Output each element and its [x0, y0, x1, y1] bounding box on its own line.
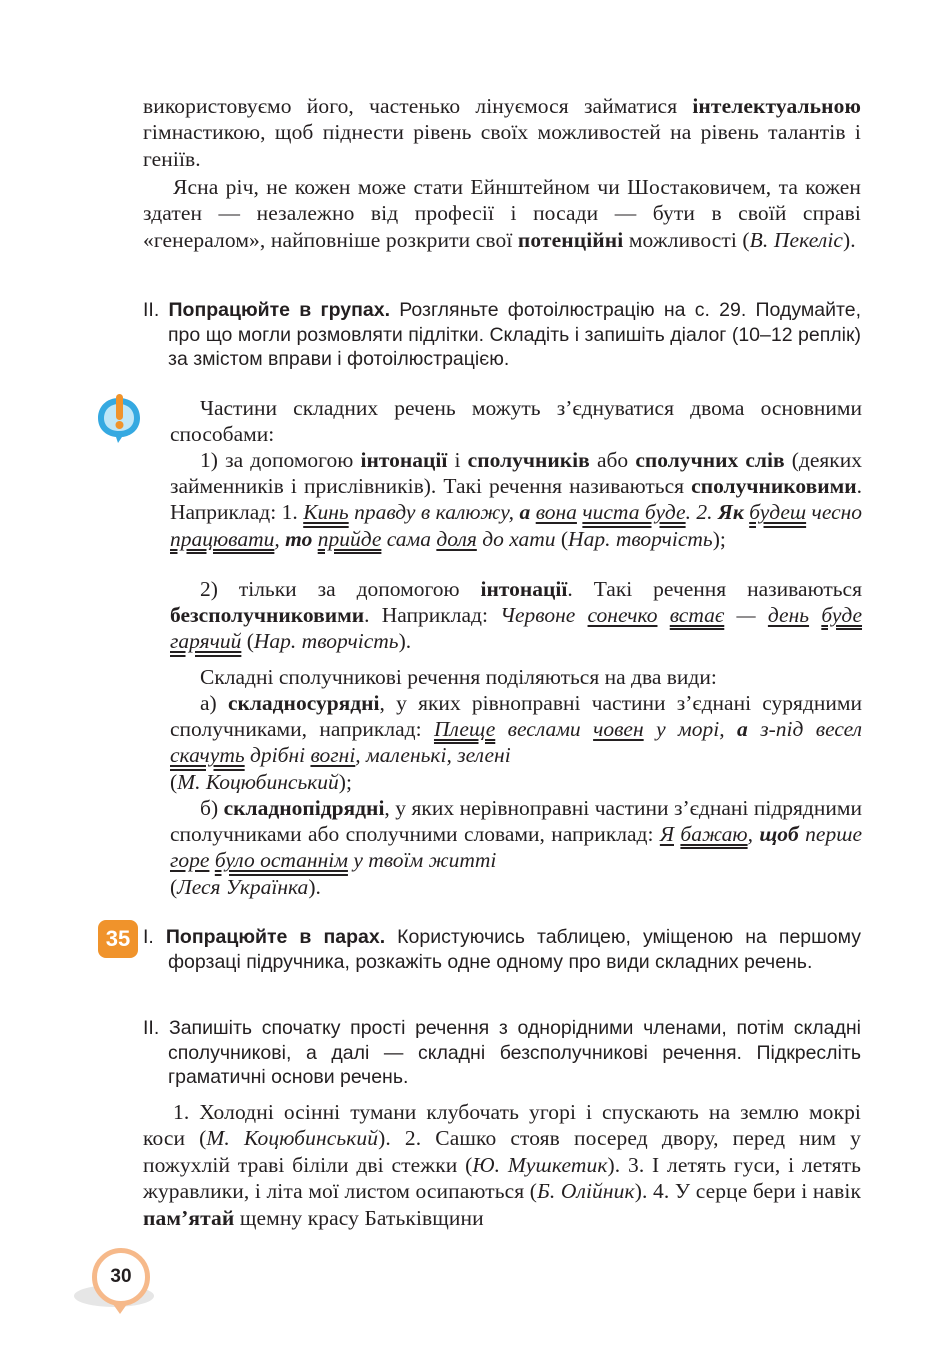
exercise-number-badge: 35 — [98, 920, 138, 958]
rule-method-1: 1) за допомогою інтонації і сполучників або сполучних слів (деяких займенників і прислівників). Такі речення називаються сполучниковими. Наприклад: 1. Кинь правду в калюжу, а вона чиста буде. 2. Як будеш чесно працювати, то прийде сама доля до хати (Нар. творчість); — [170, 448, 863, 551]
predicate: чиста буде — [582, 500, 686, 525]
bold-term: сполучних слів — [635, 448, 785, 472]
task-number: II. — [143, 1017, 169, 1039]
predicate: працювати — [170, 526, 275, 551]
bold-term: потенційні — [517, 227, 624, 252]
subject: човен — [593, 717, 644, 742]
rule-kind-a: а) складносурядні, у яких рівноправні частини з’єднані сурядними сполучниками, наприклад: Плеще веслами човен у морі, а з-під весел скачуть дрібні вогні, маленькі, зелені (М. Коцюбинський); — [170, 691, 863, 794]
task-heading: Попрацюйте в групах. — [168, 299, 390, 321]
author: В. Пекеліс — [749, 227, 844, 252]
text: ). 2. Сашко стояв посеред двору, перед ним у пожухлій траві біліли дві стежки ( — [143, 1126, 861, 1177]
bold-term: інтелектуальною — [692, 94, 861, 118]
text: , — [747, 822, 760, 847]
text: а) — [200, 691, 228, 715]
text: у твоїм житті — [347, 848, 497, 873]
predicate: прийде — [317, 526, 382, 551]
text: 1. Холодні осінні тумани клубочать угорі і спускають на землю мокрі коси ( — [143, 1100, 861, 1151]
subject: вогні — [310, 743, 356, 768]
intro-paragraph-1 — [143, 93, 861, 172]
source: Леся Українка — [177, 874, 309, 899]
text: . 2. — [685, 500, 719, 525]
text: щемну красу Батьківщини — [234, 1205, 484, 1230]
text: б) — [200, 796, 224, 820]
text: Ясна річ, не кожен може стати Ейнштейном чи Шостаковичем, та кожен здатен — незалежно від професії і посади — бути в своїй справі «генералом», найповніше розкрити свої — [143, 175, 861, 252]
rule-kind-b: б) складнопідрядні, у яких нерівноправні частини з’єднані підрядними сполучниками або сполучними словами, наприклад: Я бажаю, щоб перше горе було останнім у твоїм житті (Леся Українка). — [170, 796, 862, 899]
exercise-text — [143, 1099, 861, 1231]
text: до хати — [476, 526, 556, 551]
author: Ю. Мушкетик — [472, 1152, 608, 1177]
text: , — [274, 526, 286, 551]
text: і — [447, 448, 468, 472]
conjunction: Як — [718, 500, 744, 525]
text: — — [724, 603, 768, 628]
bold-term: інтонації — [360, 448, 448, 472]
text: 2) тільки за допомогою — [200, 577, 481, 601]
text: , маленькі, зелені — [355, 743, 511, 768]
bold-term: сполучників — [467, 448, 590, 472]
task-pair-work — [143, 925, 861, 974]
subject: доля — [436, 526, 477, 551]
text: у морі, — [643, 717, 738, 742]
conjunction: то — [285, 526, 313, 551]
text: . Наприклад: 1. — [170, 474, 862, 525]
task-number: II. — [143, 299, 169, 321]
conjunction: а — [737, 717, 748, 742]
text: . Такі речення називаються — [567, 577, 862, 601]
text: ). 3. І летять гуси, і летять журавлики, і літа мої листом осипаються ( — [143, 1152, 861, 1204]
source: Нар. творчість — [253, 629, 399, 654]
predicate: будеш — [749, 500, 807, 525]
predicate: бажаю — [680, 822, 748, 847]
text: ). — [843, 227, 856, 252]
exclamation-bubble-icon — [94, 392, 144, 444]
bold-term: складносурядні — [227, 691, 380, 715]
rule-method-2: 2) тільки за допомогою інтонації. Такі речення називаються безсполучниковими. Наприклад: Червоне сонечко встає — день буде гарячий (Нар. творчість). — [170, 577, 863, 654]
task-text: Розгляньте фотоілюстрацію на с. 29. Подумайте, про що могли розмовляти підлітки. Складіть і запишіть діалог (10–12 реплік) за змістом вправи і фотоілюстрацією. — [168, 299, 861, 370]
text: , у яких нерівноправні частини з’єднані підрядними сполучниками або сполучними словами, наприклад: — [170, 796, 862, 847]
subject: вона — [535, 500, 577, 525]
task-writing — [143, 1016, 861, 1090]
bold-term: сполучниковими — [691, 474, 857, 499]
predicate: буде гарячий — [170, 603, 863, 654]
text: 1) за допомогою — [200, 448, 361, 472]
predicate: Кинь — [303, 500, 349, 525]
text: правду в калюжу, — [348, 500, 520, 525]
source: Нар. творчість — [568, 526, 713, 551]
bold-term: інтонації — [480, 577, 568, 601]
intro-paragraph-2 — [143, 174, 861, 253]
text — [809, 603, 821, 627]
source: М. Коцюбинський — [177, 769, 339, 794]
predicate: було останнім — [214, 848, 348, 873]
text: . Наприклад: — [364, 603, 501, 628]
text: (деяких займенників і прислівників). Такі речення називаються — [170, 448, 863, 499]
task-group-work — [143, 298, 861, 372]
bold-term: складнопідрядні — [223, 796, 385, 820]
text — [657, 603, 669, 627]
text: ). 4. У серце бери і навік — [634, 1179, 862, 1204]
text: Червоне — [500, 603, 588, 628]
subject: сонечко — [587, 603, 658, 628]
rule-intro: Частини складних речень можуть з’єднуватися двома основними способами: — [170, 396, 862, 447]
conjunction: щоб — [759, 822, 799, 847]
author: Б. Олійник — [537, 1179, 635, 1204]
text: можливості ( — [623, 227, 750, 252]
text: гімнастикою, щоб піднести рівень своїх можливостей на рівень талантів і геніїв. — [143, 120, 861, 171]
predicate: встає — [669, 603, 725, 628]
text: використовуємо його, частенько лінуємося займатися — [143, 94, 693, 118]
subject: день — [767, 603, 810, 628]
text: , у яких рівноправні частини з’єднані сурядними сполучниками, наприклад: — [170, 691, 863, 742]
author: М. Коцюбинський — [206, 1126, 379, 1151]
task-number: I. — [143, 926, 166, 948]
text: веслами — [495, 717, 594, 742]
rule-kinds-intro: Складні сполучникові речення поділяються на два види: — [200, 665, 717, 689]
predicate: Плеще — [433, 717, 496, 742]
text: чесно — [806, 500, 863, 525]
predicate: скачуть — [170, 743, 245, 768]
text: або — [589, 448, 636, 472]
text: сама — [381, 526, 437, 551]
bold-term: безсполучниковими — [170, 603, 365, 628]
task-text: Користуючись таблицею, уміщеною на першому форзаці підручника, розкажіть одне одному про види складних речень. — [168, 926, 862, 973]
text: з-під весел — [747, 717, 862, 742]
task-heading: Попрацюйте в парах. — [165, 926, 386, 948]
page-number: 30 — [92, 1248, 150, 1306]
subject: Я — [659, 822, 674, 847]
conjunction: а — [519, 500, 531, 525]
subject: горе — [170, 848, 210, 873]
task-text: Запишіть спочатку прості речення з однорідними членами, потім складні сполучникові, а далі — складні безсполучникові речення. Підкресліть граматичні основи речень. — [168, 1017, 862, 1088]
bold-term: пам’ятай — [143, 1205, 235, 1230]
text: дрібні — [244, 743, 311, 768]
text: перше — [798, 822, 862, 847]
